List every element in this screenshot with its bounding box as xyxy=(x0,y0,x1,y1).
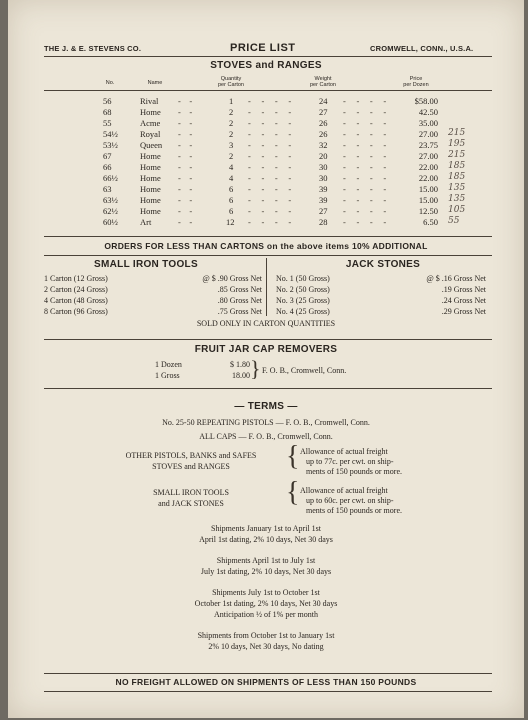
terms-small-label: and JACK STONES xyxy=(158,499,224,508)
terms-small-text: Allowance of actual freight xyxy=(300,486,388,495)
divider xyxy=(44,691,492,692)
row-no: 62½ xyxy=(103,206,118,216)
tools-row-price: .75 Gross Net xyxy=(217,307,262,316)
terms-other-label: STOVES and RANGES xyxy=(152,462,230,471)
tools-row-label: 1 Carton (12 Gross) xyxy=(44,274,108,283)
tools-row-label: 8 Carton (96 Gross) xyxy=(44,307,108,316)
column-divider xyxy=(266,258,267,316)
fruit-jar-qty: 1 Gross xyxy=(155,371,180,380)
pencil-note: 135 xyxy=(448,194,466,204)
row-name: Home xyxy=(140,162,161,172)
company-location: CROMWELL, CONN., U.S.A. xyxy=(370,44,474,53)
fruit-jar-fob: F. O. B., Cromwell, Conn. xyxy=(262,366,347,375)
table-row: 63 Home - - 6 - - - - 39 - - - - 15.00 xyxy=(103,184,438,194)
row-name: Home xyxy=(140,206,161,216)
row-no: 54½ xyxy=(103,129,118,139)
shipment-anticipation: Anticipation ½ of 1% per month xyxy=(214,610,318,619)
carton-note: SOLD ONLY IN CARTON QUANTITIES xyxy=(196,319,336,328)
col-qty: Quantity per Carton xyxy=(218,76,244,88)
row-no: 55 xyxy=(103,118,112,128)
terms-other-text: ments of 150 pounds or more. xyxy=(306,467,402,476)
divider xyxy=(44,56,492,57)
row-qty: 2 xyxy=(229,107,234,117)
pencil-note: 55 xyxy=(448,216,460,226)
row-no: 63½ xyxy=(103,195,118,205)
terms-other-text: up to 77c. per cwt. on ship- xyxy=(306,457,394,466)
table-row: 56 Rival - - 1 - - - - 24 - - - - $58.00 xyxy=(103,96,438,106)
row-price: 35.00 xyxy=(418,118,438,128)
row-qty: 2 xyxy=(229,129,234,139)
table-row: 60½ Art - - 12 - - - - 28 - - - - 6.50 xyxy=(103,217,438,227)
shipment-terms: 2% 10 days, Net 30 days, No dating xyxy=(208,642,324,651)
row-no: 63 xyxy=(103,184,112,194)
row-no: 53½ xyxy=(103,140,118,150)
stoves-title: STOVES and RANGES xyxy=(210,60,322,71)
row-weight: 28 xyxy=(319,217,328,227)
shipment-period: Shipments from October 1st to January 1st xyxy=(197,631,335,640)
terms-small-label: SMALL IRON TOOLS xyxy=(153,488,229,497)
pencil-note: 215 xyxy=(448,150,466,160)
row-qty: 2 xyxy=(229,118,234,128)
pencil-note: 105 xyxy=(448,205,466,215)
row-name: Home xyxy=(140,195,161,205)
jack-row-label: No. 2 (50 Gross) xyxy=(276,285,330,294)
row-qty: 1 xyxy=(229,96,234,106)
jack-row-price: .29 Gross Net xyxy=(441,307,486,316)
terms-small-text: up to 60c. per cwt. on ship- xyxy=(306,496,394,505)
row-weight: 26 xyxy=(319,129,328,139)
brace: } xyxy=(250,356,261,381)
row-no: 67 xyxy=(103,151,112,161)
table-row: 63½ Home - - 6 - - - - 39 - - - - 15.00 xyxy=(103,195,438,205)
terms-other-label: OTHER PISTOLS, BANKS and SAFES xyxy=(125,451,257,460)
row-price: 22.00 xyxy=(418,162,438,172)
divider xyxy=(44,255,492,256)
col-name: Name xyxy=(147,80,163,86)
brace: { xyxy=(286,441,300,472)
jack-row-label: No. 3 (25 Gross) xyxy=(276,296,330,305)
brace: { xyxy=(286,477,300,508)
shipment-period: Shipments July 1st to October 1st xyxy=(212,588,320,597)
row-weight: 30 xyxy=(319,173,328,183)
row-name: Home xyxy=(140,107,161,117)
row-name: Acme xyxy=(140,118,161,128)
pencil-note: 185 xyxy=(448,172,466,182)
footer-note: NO FREIGHT ALLOWED ON SHIPMENTS OF LESS THAN 150 POUNDS xyxy=(115,677,417,687)
row-weight: 27 xyxy=(319,206,328,216)
row-qty: 6 xyxy=(229,195,234,205)
tools-row-label: 2 Carton (24 Gross) xyxy=(44,285,108,294)
row-weight: 39 xyxy=(319,184,328,194)
row-price: 27.00 xyxy=(418,129,438,139)
table-row: 68 Home - - 2 - - - - 27 - - - - 42.50 xyxy=(103,107,438,117)
row-price: 23.75 xyxy=(418,140,438,150)
terms-other-text: Allowance of actual freight xyxy=(300,447,388,456)
divider xyxy=(44,236,492,237)
jack-stones-title: JACK STONES xyxy=(345,259,421,270)
col-price: Price per Dozen xyxy=(403,76,429,88)
terms-small-text: ments of 150 pounds or more. xyxy=(306,506,402,515)
row-price: 42.50 xyxy=(418,107,438,117)
table-row: 67 Home - - 2 - - - - 20 - - - - 27.00 xyxy=(103,151,438,161)
table-row: 54½ Royal - - 2 - - - - 26 - - - - 27.00 xyxy=(103,129,438,139)
row-price: 22.00 xyxy=(418,173,438,183)
row-qty: 4 xyxy=(229,173,234,183)
row-no: 68 xyxy=(103,107,112,117)
row-no: 66 xyxy=(103,162,112,172)
fruit-jar-price: $ 1.80 xyxy=(230,360,250,369)
row-qty: 12 xyxy=(226,217,235,227)
pencil-note: 135 xyxy=(448,183,466,193)
row-no: 66½ xyxy=(103,173,118,183)
shipment-terms: April 1st dating, 2% 10 days, Net 30 days xyxy=(199,535,333,544)
shipment-terms: October 1st dating, 2% 10 days, Net 30 days xyxy=(194,599,338,608)
table-row: 66½ Home - - 4 - - - - 30 - - - - 22.00 xyxy=(103,173,438,183)
row-name: Home xyxy=(140,184,161,194)
row-qty: 6 xyxy=(229,184,234,194)
row-weight: 32 xyxy=(319,140,328,150)
fruit-jar-qty: 1 Dozen xyxy=(155,360,182,369)
jack-row-label: No. 1 (50 Gross) xyxy=(276,274,330,283)
col-no: No. xyxy=(105,80,115,86)
row-name: Home xyxy=(140,173,161,183)
row-weight: 27 xyxy=(319,107,328,117)
company-name: THE J. & E. STEVENS CO. xyxy=(44,44,142,53)
terms-title: — TERMS — xyxy=(234,401,298,412)
row-price: 12.50 xyxy=(418,206,438,216)
row-price: $58.00 xyxy=(414,96,438,106)
row-name: Rival xyxy=(140,96,159,106)
divider xyxy=(44,388,492,389)
row-name: Home xyxy=(140,151,161,161)
row-price: 6.50 xyxy=(423,217,438,227)
row-weight: 39 xyxy=(319,195,328,205)
row-name: Royal xyxy=(140,129,161,139)
fruit-jar-title: FRUIT JAR CAP REMOVERS xyxy=(194,344,338,355)
small-iron-tools-title: SMALL IRON TOOLS xyxy=(94,259,198,270)
shipment-period: Shipments April 1st to July 1st xyxy=(216,556,316,565)
orders-note: ORDERS FOR LESS THAN CARTONS on the above items 10% ADDITIONAL xyxy=(104,241,428,251)
row-weight: 30 xyxy=(319,162,328,172)
jack-row-price: .19 Gross Net xyxy=(441,285,486,294)
jack-row-label: No. 4 (25 Gross) xyxy=(276,307,330,316)
tools-row-price: @ $ .90 Gross Net xyxy=(202,274,262,283)
divider xyxy=(44,339,492,340)
shipment-terms: July 1st dating, 2% 10 days, Net 30 days xyxy=(200,567,332,576)
page-title: PRICE LIST xyxy=(230,42,296,54)
row-price: 27.00 xyxy=(418,151,438,161)
divider xyxy=(44,673,492,674)
pencil-note: 185 xyxy=(448,161,466,171)
terms-line: No. 25-50 REPEATING PISTOLS — F. O. B., Cromwell, Conn. xyxy=(162,418,370,427)
row-name: Art xyxy=(140,217,152,227)
row-price: 15.00 xyxy=(418,184,438,194)
jack-row-price: .24 Gross Net xyxy=(441,296,486,305)
tools-row-label: 4 Carton (48 Gross) xyxy=(44,296,108,305)
price-list-page xyxy=(8,0,524,718)
table-row: 66 Home - - 4 - - - - 30 - - - - 22.00 xyxy=(103,162,438,172)
row-weight: 26 xyxy=(319,118,328,128)
row-price: 15.00 xyxy=(418,195,438,205)
divider xyxy=(44,90,492,91)
row-no: 56 xyxy=(103,96,112,106)
shipment-period: Shipments January 1st to April 1st xyxy=(211,524,321,533)
terms-line: ALL CAPS — F. O. B., Cromwell, Conn. xyxy=(199,432,333,441)
tools-row-price: .85 Gross Net xyxy=(217,285,262,294)
tools-row-price: .80 Gross Net xyxy=(217,296,262,305)
row-qty: 6 xyxy=(229,206,234,216)
row-no: 60½ xyxy=(103,217,118,227)
table-row: 62½ Home - - 6 - - - - 27 - - - - 12.50 xyxy=(103,206,438,216)
row-qty: 4 xyxy=(229,162,234,172)
table-row: 55 Acme - - 2 - - - - 26 - - - - 35.00 xyxy=(103,118,438,128)
row-qty: 3 xyxy=(229,140,234,150)
table-row: 53½ Queen - - 3 - - - - 32 - - - - 23.75 xyxy=(103,140,438,150)
jack-row-price: @ $ .16 Gross Net xyxy=(426,274,486,283)
row-weight: 24 xyxy=(319,96,328,106)
row-weight: 20 xyxy=(319,151,328,161)
pencil-note: 195 xyxy=(448,139,466,149)
row-name: Queen xyxy=(140,140,163,150)
fruit-jar-price: 18.00 xyxy=(232,371,250,380)
pencil-note: 215 xyxy=(448,128,466,138)
col-weight: Weight per Carton xyxy=(310,76,336,88)
row-qty: 2 xyxy=(229,151,234,161)
